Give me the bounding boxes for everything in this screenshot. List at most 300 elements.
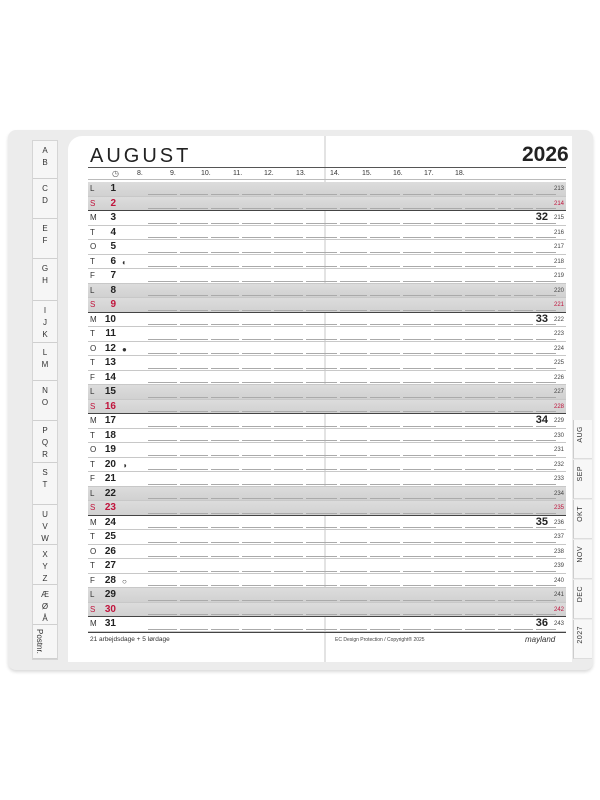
slot-dash bbox=[370, 368, 400, 369]
day-row[interactable] bbox=[88, 385, 566, 400]
slot-dash bbox=[306, 426, 337, 427]
slot-dash bbox=[180, 585, 208, 586]
weekday-letter: T bbox=[90, 227, 95, 237]
day-of-year: 241 bbox=[553, 592, 564, 598]
index-tab[interactable] bbox=[33, 179, 57, 219]
slot-dash bbox=[148, 295, 177, 296]
time-slots bbox=[118, 617, 538, 632]
slot-dash bbox=[180, 411, 208, 412]
slot-dash bbox=[148, 629, 177, 630]
slot-dash bbox=[274, 310, 303, 311]
slot-dash bbox=[148, 194, 177, 195]
slot-dash bbox=[514, 455, 533, 456]
slot-dash bbox=[498, 513, 511, 514]
slot-dash bbox=[242, 426, 271, 427]
slot-dash bbox=[514, 252, 533, 253]
hour-label: 11. bbox=[233, 170, 243, 177]
day-number: 24 bbox=[104, 516, 116, 528]
day-of-year: 218 bbox=[553, 258, 564, 265]
slot-dash bbox=[514, 527, 533, 528]
time-slots bbox=[118, 574, 538, 589]
day-of-year: 238 bbox=[553, 548, 564, 555]
slot-dash bbox=[340, 585, 367, 586]
day-number: 5 bbox=[110, 241, 116, 252]
slot-dash bbox=[148, 237, 177, 238]
day-row[interactable] bbox=[88, 588, 566, 603]
slot-dash bbox=[340, 498, 367, 499]
slot-dash bbox=[434, 527, 462, 528]
slot-dash bbox=[498, 266, 511, 267]
day-of-year: 232 bbox=[553, 461, 564, 468]
slot-dash bbox=[180, 571, 208, 572]
day-row[interactable] bbox=[88, 240, 566, 255]
slot-dash bbox=[465, 339, 495, 340]
day-row[interactable] bbox=[88, 226, 566, 241]
slot-dash bbox=[370, 469, 400, 470]
index-tab[interactable] bbox=[33, 301, 57, 343]
slot-dash bbox=[370, 440, 400, 441]
weekday-letter: O bbox=[90, 343, 97, 353]
slot-dash bbox=[370, 382, 400, 383]
slot-dash bbox=[434, 353, 462, 354]
slot-dash bbox=[370, 614, 400, 615]
slot-dash bbox=[242, 237, 271, 238]
slot-dash bbox=[514, 513, 533, 514]
slot-dash bbox=[434, 455, 462, 456]
weekday-letter: L bbox=[90, 285, 95, 295]
slot-dash bbox=[403, 585, 431, 586]
day-row[interactable] bbox=[88, 603, 566, 618]
time-slots bbox=[118, 313, 538, 328]
slot-dash bbox=[242, 411, 271, 412]
day-row[interactable] bbox=[88, 414, 566, 429]
weekday-letter: T bbox=[90, 430, 95, 440]
slot-dash bbox=[465, 411, 495, 412]
slot-dash bbox=[148, 484, 177, 485]
slot-dash bbox=[403, 542, 431, 543]
slot-dash bbox=[370, 629, 400, 630]
hour-label: 10. bbox=[201, 170, 211, 177]
index-tab-label: Postnr. bbox=[35, 629, 44, 654]
month-tab[interactable] bbox=[573, 420, 592, 459]
index-tab[interactable] bbox=[33, 505, 57, 545]
slot-dash bbox=[403, 223, 431, 224]
index-tab[interactable] bbox=[33, 219, 57, 259]
slot-dash bbox=[306, 281, 337, 282]
day-row[interactable] bbox=[88, 472, 566, 487]
slot-dash bbox=[434, 556, 462, 557]
index-tab-label: G bbox=[41, 264, 49, 273]
slot-dash bbox=[434, 571, 462, 572]
slot-dash bbox=[340, 455, 367, 456]
slot-dash bbox=[465, 527, 495, 528]
slot-dash bbox=[274, 411, 303, 412]
slot-dash bbox=[370, 426, 400, 427]
slot-dash bbox=[370, 281, 400, 282]
slot-dash bbox=[274, 571, 303, 572]
day-row[interactable] bbox=[88, 269, 566, 284]
day-row[interactable] bbox=[88, 182, 566, 197]
day-of-year: 237 bbox=[553, 534, 564, 540]
slot-dash bbox=[498, 368, 511, 369]
slot-dash bbox=[211, 629, 239, 630]
index-tab[interactable] bbox=[33, 381, 57, 421]
day-number: 28 bbox=[104, 574, 116, 586]
time-slots bbox=[118, 298, 538, 313]
time-slots bbox=[118, 269, 538, 284]
slot-dash bbox=[306, 469, 337, 470]
slot-dash bbox=[434, 266, 462, 267]
time-slots bbox=[118, 327, 538, 342]
day-row[interactable] bbox=[88, 530, 566, 545]
slot-dash bbox=[180, 542, 208, 543]
day-number: 20 bbox=[104, 458, 116, 470]
slot-dash bbox=[242, 571, 271, 572]
weekday-letter: S bbox=[90, 604, 96, 614]
slot-dash bbox=[536, 440, 556, 441]
day-of-year: 219 bbox=[553, 273, 564, 279]
slot-dash bbox=[211, 426, 239, 427]
slot-dash bbox=[340, 411, 367, 412]
slot-dash bbox=[306, 614, 337, 615]
time-slots bbox=[118, 545, 538, 560]
slot-dash bbox=[306, 397, 337, 398]
time-slots bbox=[118, 197, 538, 212]
day-row[interactable] bbox=[88, 255, 566, 270]
weekday-letter: T bbox=[90, 561, 95, 570]
time-slots bbox=[118, 211, 538, 226]
slot-dash bbox=[514, 614, 533, 615]
slot-dash bbox=[403, 382, 431, 383]
time-slots bbox=[118, 559, 538, 574]
slot-dash bbox=[242, 585, 271, 586]
week-number: 36 bbox=[535, 617, 548, 629]
slot-dash bbox=[370, 455, 400, 456]
slot-dash bbox=[340, 600, 367, 601]
slot-dash bbox=[514, 382, 533, 383]
hour-label: 16. bbox=[393, 170, 403, 177]
day-row[interactable] bbox=[88, 516, 566, 531]
index-tab[interactable] bbox=[33, 545, 57, 585]
day-row[interactable] bbox=[88, 197, 566, 212]
index-tab-label: C bbox=[42, 184, 48, 193]
slot-dash bbox=[514, 339, 533, 340]
slot-dash bbox=[403, 426, 431, 427]
slot-dash bbox=[536, 339, 556, 340]
index-tab[interactable] bbox=[33, 141, 57, 179]
slot-dash bbox=[242, 469, 271, 470]
day-row[interactable] bbox=[88, 327, 566, 342]
weekday-letter: M bbox=[90, 416, 97, 425]
slot-dash bbox=[465, 223, 495, 224]
slot-dash bbox=[180, 469, 208, 470]
weekday-letter: M bbox=[90, 314, 97, 324]
day-row[interactable] bbox=[88, 429, 566, 444]
index-tab[interactable] bbox=[33, 259, 57, 301]
day-number: 13 bbox=[104, 357, 116, 368]
slot-dash bbox=[274, 353, 303, 354]
day-row[interactable] bbox=[88, 574, 566, 589]
month-tab-label: 2027 bbox=[577, 626, 584, 644]
slot-dash bbox=[498, 614, 511, 615]
slot-dash bbox=[403, 600, 431, 601]
weekday-letter: L bbox=[90, 387, 95, 396]
day-row[interactable] bbox=[88, 487, 566, 502]
day-row[interactable] bbox=[88, 371, 566, 386]
slot-dash bbox=[242, 252, 271, 253]
index-tab-label: U bbox=[42, 510, 48, 519]
slot-dash bbox=[306, 223, 337, 224]
month-tab[interactable] bbox=[573, 540, 592, 579]
slot-dash bbox=[211, 382, 239, 383]
month-tab[interactable] bbox=[573, 580, 592, 619]
time-slots bbox=[118, 603, 538, 618]
slot-dash bbox=[536, 397, 556, 398]
slot-dash bbox=[148, 310, 177, 311]
day-number: 14 bbox=[104, 371, 116, 383]
slot-dash bbox=[274, 237, 303, 238]
slot-dash bbox=[274, 426, 303, 427]
day-of-year: 221 bbox=[553, 302, 564, 308]
time-slots bbox=[118, 182, 538, 197]
slot-dash bbox=[514, 542, 533, 543]
slot-dash bbox=[180, 614, 208, 615]
slot-dash bbox=[211, 585, 239, 586]
day-row[interactable] bbox=[88, 559, 566, 574]
brand-logo: mayland bbox=[525, 635, 556, 644]
slot-dash bbox=[274, 527, 303, 528]
slot-dash bbox=[370, 527, 400, 528]
day-row[interactable] bbox=[88, 356, 566, 371]
day-number: 17 bbox=[104, 415, 116, 426]
slot-dash bbox=[403, 629, 431, 630]
slot-dash bbox=[434, 194, 462, 195]
slot-dash bbox=[434, 339, 462, 340]
slot-dash bbox=[242, 484, 271, 485]
slot-dash bbox=[274, 281, 303, 282]
slot-dash bbox=[340, 513, 367, 514]
slot-dash bbox=[536, 382, 556, 383]
day-row[interactable] bbox=[88, 545, 566, 560]
slot-dash bbox=[536, 455, 556, 456]
slot-dash bbox=[211, 208, 239, 209]
slot-dash bbox=[306, 484, 337, 485]
index-tab[interactable] bbox=[33, 421, 57, 463]
slot-dash bbox=[536, 556, 556, 557]
slot-dash bbox=[340, 571, 367, 572]
slot-dash bbox=[370, 542, 400, 543]
slot-dash bbox=[434, 426, 462, 427]
day-row[interactable] bbox=[88, 400, 566, 415]
day-number: 21 bbox=[104, 473, 116, 484]
copyright-notice: EC Design Protection / Copyright® 2025 bbox=[335, 637, 425, 643]
slot-dash bbox=[536, 208, 556, 209]
time-slots bbox=[118, 400, 538, 415]
slot-dash bbox=[306, 556, 337, 557]
day-of-year: 225 bbox=[553, 360, 564, 366]
weekday-letter: O bbox=[90, 242, 97, 251]
weekday-letter: T bbox=[90, 358, 95, 367]
slot-dash bbox=[274, 455, 303, 456]
day-of-year: 215 bbox=[553, 215, 564, 221]
weekday-letter: M bbox=[90, 619, 97, 628]
slot-dash bbox=[514, 440, 533, 441]
slot-dash bbox=[211, 295, 239, 296]
slot-dash bbox=[242, 194, 271, 195]
slot-dash bbox=[465, 542, 495, 543]
day-of-year: 235 bbox=[553, 505, 564, 511]
time-slots bbox=[118, 588, 538, 603]
slot-dash bbox=[536, 368, 556, 369]
time-slots bbox=[118, 516, 538, 531]
day-row[interactable] bbox=[88, 284, 566, 299]
weekday-letter: S bbox=[90, 503, 96, 512]
slot-dash bbox=[242, 440, 271, 441]
index-tab-label: J bbox=[43, 318, 47, 327]
day-of-year: 242 bbox=[553, 606, 564, 613]
slot-dash bbox=[274, 339, 303, 340]
day-number: 6 bbox=[110, 255, 116, 267]
slot-dash bbox=[242, 542, 271, 543]
index-tab[interactable] bbox=[33, 625, 57, 659]
slot-dash bbox=[536, 266, 556, 267]
day-number: 30 bbox=[104, 603, 116, 615]
month-tab[interactable] bbox=[573, 460, 592, 499]
index-tab-label: O bbox=[41, 398, 49, 407]
time-slots bbox=[118, 255, 538, 270]
slot-dash bbox=[498, 426, 511, 427]
slot-dash bbox=[536, 585, 556, 586]
day-row[interactable] bbox=[88, 443, 566, 458]
slot-dash bbox=[148, 585, 177, 586]
index-tab-label: L bbox=[42, 348, 48, 357]
day-row[interactable] bbox=[88, 298, 566, 313]
slot-dash bbox=[211, 324, 239, 325]
slot-dash bbox=[180, 484, 208, 485]
slot-dash bbox=[370, 571, 400, 572]
slot-dash bbox=[370, 484, 400, 485]
slot-dash bbox=[498, 339, 511, 340]
slot-dash bbox=[465, 571, 495, 572]
day-of-year: 229 bbox=[553, 418, 564, 424]
slot-dash bbox=[434, 252, 462, 253]
day-row[interactable] bbox=[88, 617, 566, 632]
slot-dash bbox=[434, 397, 462, 398]
slot-dash bbox=[306, 266, 337, 267]
hour-label: 18. bbox=[455, 170, 465, 177]
slot-dash bbox=[274, 194, 303, 195]
day-of-year: 220 bbox=[553, 287, 564, 294]
slot-dash bbox=[514, 397, 533, 398]
slot-dash bbox=[498, 556, 511, 557]
slot-dash bbox=[148, 527, 177, 528]
moon-phase-icon: ● bbox=[122, 344, 127, 354]
slot-dash bbox=[148, 600, 177, 601]
index-tab[interactable] bbox=[33, 463, 57, 505]
slot-dash bbox=[148, 382, 177, 383]
slot-dash bbox=[148, 281, 177, 282]
day-row[interactable] bbox=[88, 458, 566, 473]
slot-dash bbox=[498, 252, 511, 253]
slot-dash bbox=[370, 556, 400, 557]
index-tab-label: S bbox=[42, 468, 48, 477]
day-of-year: 233 bbox=[553, 476, 564, 482]
slot-dash bbox=[180, 556, 208, 557]
slot-dash bbox=[434, 440, 462, 441]
index-tab-label: B bbox=[42, 158, 48, 167]
slot-dash bbox=[434, 498, 462, 499]
slot-dash bbox=[434, 295, 462, 296]
slot-dash bbox=[274, 324, 303, 325]
day-row[interactable] bbox=[88, 211, 566, 226]
slot-dash bbox=[434, 614, 462, 615]
slot-dash bbox=[211, 455, 239, 456]
weekday-letter: L bbox=[90, 488, 95, 498]
index-tab-label: E bbox=[42, 224, 48, 233]
slot-dash bbox=[465, 513, 495, 514]
slot-dash bbox=[434, 281, 462, 282]
slot-dash bbox=[242, 600, 271, 601]
slot-dash bbox=[340, 614, 367, 615]
slot-dash bbox=[242, 629, 271, 630]
weekday-letter: F bbox=[90, 271, 95, 280]
month-tab[interactable] bbox=[573, 620, 592, 659]
slot-dash bbox=[514, 571, 533, 572]
slot-dash bbox=[148, 397, 177, 398]
day-of-year: 228 bbox=[553, 403, 564, 410]
slot-dash bbox=[340, 310, 367, 311]
month-tab-label: NOV bbox=[577, 546, 584, 563]
slot-dash bbox=[536, 484, 556, 485]
slot-dash bbox=[242, 353, 271, 354]
day-row[interactable] bbox=[88, 313, 566, 328]
slot-dash bbox=[536, 194, 556, 195]
slot-dash bbox=[514, 223, 533, 224]
index-tab-label: D bbox=[42, 196, 48, 205]
day-number: 23 bbox=[104, 502, 116, 513]
slot-dash bbox=[536, 295, 556, 296]
slot-dash bbox=[498, 194, 511, 195]
slot-dash bbox=[306, 527, 337, 528]
index-tab[interactable] bbox=[33, 585, 57, 625]
slot-dash bbox=[211, 614, 239, 615]
slot-dash bbox=[211, 310, 239, 311]
slot-dash bbox=[148, 556, 177, 557]
time-slots bbox=[118, 385, 538, 400]
slot-dash bbox=[274, 498, 303, 499]
slot-dash bbox=[498, 310, 511, 311]
time-slots bbox=[118, 458, 538, 473]
day-row[interactable] bbox=[88, 501, 566, 516]
month-tab-label: AUG bbox=[577, 426, 584, 443]
slot-dash bbox=[498, 469, 511, 470]
slot-dash bbox=[498, 324, 511, 325]
day-row[interactable] bbox=[88, 342, 566, 357]
slot-dash bbox=[340, 368, 367, 369]
index-tab[interactable] bbox=[33, 343, 57, 381]
slot-dash bbox=[148, 498, 177, 499]
week-number: 33 bbox=[535, 312, 548, 325]
month-tab[interactable] bbox=[573, 500, 592, 539]
slot-dash bbox=[514, 310, 533, 311]
slot-dash bbox=[536, 571, 556, 572]
slot-dash bbox=[306, 324, 337, 325]
slot-dash bbox=[211, 339, 239, 340]
slot-dash bbox=[465, 440, 495, 441]
slot-dash bbox=[340, 556, 367, 557]
slot-dash bbox=[498, 629, 511, 630]
weekday-letter: T bbox=[90, 532, 95, 541]
